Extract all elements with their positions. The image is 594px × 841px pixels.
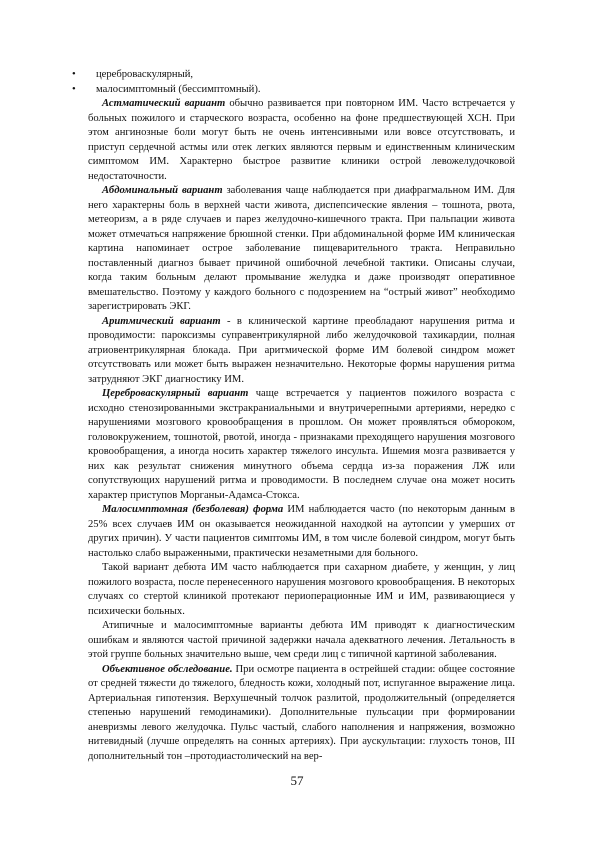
paragraph-asthmatic (88, 97, 515, 184)
paragraph-lead: Астматический вариант (102, 98, 226, 109)
paragraph-atypical (88, 619, 515, 663)
paragraph-lead: Малосимптомная (безболевая) форма (102, 504, 284, 515)
bullet-list (72, 68, 515, 97)
paragraph-text: ИМ наблюдается часто (по некоторым данным в 25% всех случаев ИМ он оказывается неожиданной находкой на аутопсии у умерших от других причин). У части пациентов симптомы ИМ, в том числе болевой синдром, могут быть настолько слабо выраженными, практически незаметными для больного. (88, 504, 515, 559)
list-item-text: цереброваскулярный, (96, 69, 194, 80)
paragraph-painless (88, 503, 515, 561)
paragraph-lead: Абдоминальный вариант (102, 185, 223, 196)
bullet-icon: • (72, 69, 76, 80)
paragraph-examination (88, 663, 515, 765)
paragraph-arrhythmic (88, 315, 515, 388)
list-item-text: малосимптомный (бессимптомный). (96, 83, 261, 95)
paragraph-debut (88, 561, 515, 619)
list-item (72, 83, 515, 98)
paragraph-lead: Объективное обследование. (102, 663, 233, 675)
paragraph-text: При осмотре пациента в острейшей стадии: общее состояние от средней тяжести до тяжелого, бледность кожи, холодный пот, испуганное выражение лица. Артериальная гипотензия. Верхушечный толчок разлитой, продолжительный (определяется степенью нарушений гемодинамики). Дополнительные пульсации при формировании аневризмы левого желудочка. Пульс частый, слабого наполнения и напряжения, возможно нитевидный (лучше определять на сонных артериях). При аускультации: глухость тонов, III дополнительный тон –протодиастолический на вер- (88, 663, 516, 762)
page-content (72, 68, 516, 764)
paragraph-lead: Цереброваскулярный вариант (102, 388, 249, 399)
paragraph-abdominal (88, 184, 515, 315)
paragraph-text: - в клинической картине преобладают нарушения ритма и проводимости: пароксизмы суправентрикулярной либо желудочковой тахикардии, полная атриовентрикулярная блокада. При аритмической форме ИМ болевой синдром может отсутствовать или может быть выражен незначительно. Некоторые формы нарушения ритма затрудняют ЭКГ диагностику ИМ. (88, 315, 515, 385)
page-number: 57 (290, 773, 304, 788)
paragraph-text: обычно развивается при повторном ИМ. Часто встречается у больных пожилого и старческого возраста, особенно на фоне предшествующей ХСН. При этом ангинозные боли могут быть не очень интенсивными или вовсе отсутствовать, и приступ сердечной астмы или отек легких являются первым и единственным клиническим симптомом ИМ. Характерно быстрое развитие клиники острой левожелудочковой недостаточности. (88, 98, 515, 182)
paragraph-lead: Аритмический вариант (102, 315, 221, 327)
paragraph-text: Такой вариант дебюта ИМ часто наблюдается при сахарном диабете, у женщин, у лиц пожилого возраста, после перенесенного нарушения мозгового кровообращения. В некоторых случаях со стертой клиникой протекают периоперационные ИМ и ИМ, развивающиеся у психически больных. (88, 562, 515, 617)
paragraph-text: чаще встречается у пациентов пожилого возраста с исходно стенозированными экстракраниальными и внутричерепными артериями, нередко с нарушениями мозгового кровообращения в прошлом. Он может проявляться обмороком, головокружением, тошнотой, рвотой, иногда - признаками преходящего нарушения мозгового кровообращения, а иногда носить характер тяжелого инсульта. Ишемия мозга развивается у них как результат снижения минутного объема сердца из-за поражения ЛЖ или сопутствующих нарушений ритма и проводимости. В последнем случае она может носить характер приступов Морганьи-Адамса-Стокса. (88, 388, 515, 501)
paragraph-cerebrovascular (88, 387, 515, 503)
list-item (72, 68, 515, 83)
paragraph-text: заболевания чаще наблюдается при диафрагмальном ИМ. Для него характерны боль в верхней части живота, диспепсические явления – тошнота, рвота, метеоризм, а в ряде случаев и парез желудочно-кишечного тракта. При пальпации живота может отмечаться напряжение брюшной стенки. При абдоминальной форме ИМ клиническая картина напоминает острое заболевание пищеварительного тракта. Неправильно поставленный диагноз бывает причиной ошибочной лечебной тактики. Описаны случаи, когда таким больным делают промывание желудка и даже производят оперативное вмешательство. Поэтому у каждого больного с подозрением на “острый живот” необходимо зарегистрировать ЭКГ. (88, 185, 515, 312)
paragraph-text: Атипичные и малосимптомные варианты дебюта ИМ приводят к диагностическим ошибкам и являются частой причиной задержки начала адекватного лечения. Летальность в этой группе больных значительно выше, чем среди лиц с типичной картиной заболевания. (88, 620, 515, 660)
bullet-icon: • (72, 83, 76, 95)
